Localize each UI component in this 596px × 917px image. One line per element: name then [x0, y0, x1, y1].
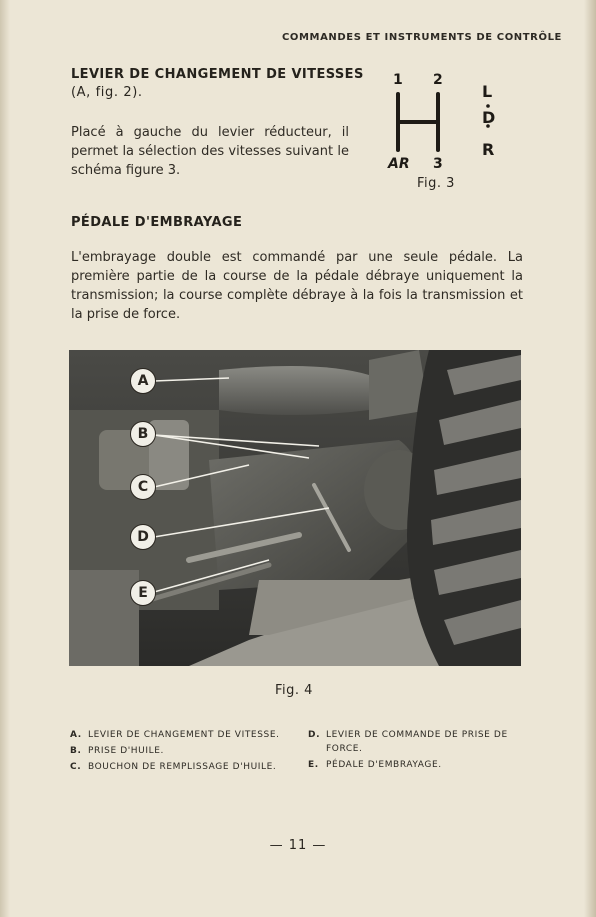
- figure-4-caption: Fig. 4: [275, 683, 313, 698]
- legend-letter: A.: [70, 730, 82, 740]
- gear-shift-diagram: [384, 68, 504, 192]
- range-label-r: R: [482, 140, 495, 159]
- legend-text: PRISE D'HUILE.: [88, 746, 164, 756]
- legend-text: BOUCHON DE REMPLISSAGE D'HUILE.: [88, 762, 277, 772]
- callout-d: [130, 524, 156, 550]
- section-title-clutch-pedal: PÉDALE D'EMBRAYAGE: [71, 215, 243, 230]
- legend-item-e: [308, 758, 526, 772]
- legend-text: PÉDALE D'EMBRAYAGE.: [326, 760, 442, 770]
- gear-label-3: 3: [433, 156, 443, 172]
- callout-a: [130, 368, 156, 394]
- callout-e: [130, 580, 156, 606]
- page-edge-shadow-left: [0, 0, 10, 917]
- callout-b: [130, 421, 156, 447]
- figure-3-caption: Fig. 3: [417, 176, 455, 191]
- gear-label-1: 1: [393, 72, 403, 88]
- gear-label-2: 2: [433, 72, 443, 88]
- gear-lever-paragraph: Placé à gauche du levier réducteur, il permet la sélection des vitesses suivant le schéma figure 3.: [71, 125, 349, 178]
- legend-letter: E.: [308, 760, 319, 770]
- legend-item-d: [308, 728, 526, 756]
- clutch-pedal-paragraph: L'embrayage double est commandé par une seule pédale. La première partie de la course de la pédale débraye uniquement la transmission; la course complète débraye à la fois la transmission et la prise de force.: [71, 250, 523, 322]
- page-edge-shadow-right: [584, 0, 596, 917]
- section-title-gear-lever: LEVIER DE CHANGEMENT DE VITESSES: [71, 67, 364, 82]
- legend-item-c: [70, 760, 298, 774]
- range-label-d: D: [482, 108, 496, 127]
- callout-a-label: A: [137, 373, 149, 389]
- legend-text: LEVIER DE CHANGEMENT DE VITESSE.: [88, 730, 280, 740]
- legend-text: LEVIER DE COMMANDE DE PRISE DE FORCE.: [326, 730, 508, 754]
- callout-c-label: C: [137, 479, 149, 495]
- callout-b-label: B: [137, 426, 149, 442]
- tractor-illustration: [69, 350, 521, 666]
- legend-item-b: [70, 744, 298, 758]
- tractor-photo: [69, 350, 521, 666]
- gear-label-reverse: AR: [388, 156, 410, 172]
- running-header: COMMANDES ET INSTRUMENTS DE CONTRÔLE: [281, 32, 562, 43]
- section-reference: (A, fig. 2).: [71, 85, 143, 100]
- callout-c: [130, 474, 156, 500]
- callout-d-label: D: [137, 529, 149, 545]
- legend-right-column: [308, 728, 526, 774]
- legend-left-column: [70, 728, 298, 776]
- page-number: — 11 —: [269, 838, 327, 853]
- legend-letter: B.: [70, 746, 82, 756]
- legend-letter: D.: [308, 730, 321, 740]
- legend-item-a: [70, 728, 298, 742]
- legend-letter: C.: [70, 762, 82, 772]
- callout-e-label: E: [138, 585, 148, 601]
- range-label-l: L: [482, 82, 493, 101]
